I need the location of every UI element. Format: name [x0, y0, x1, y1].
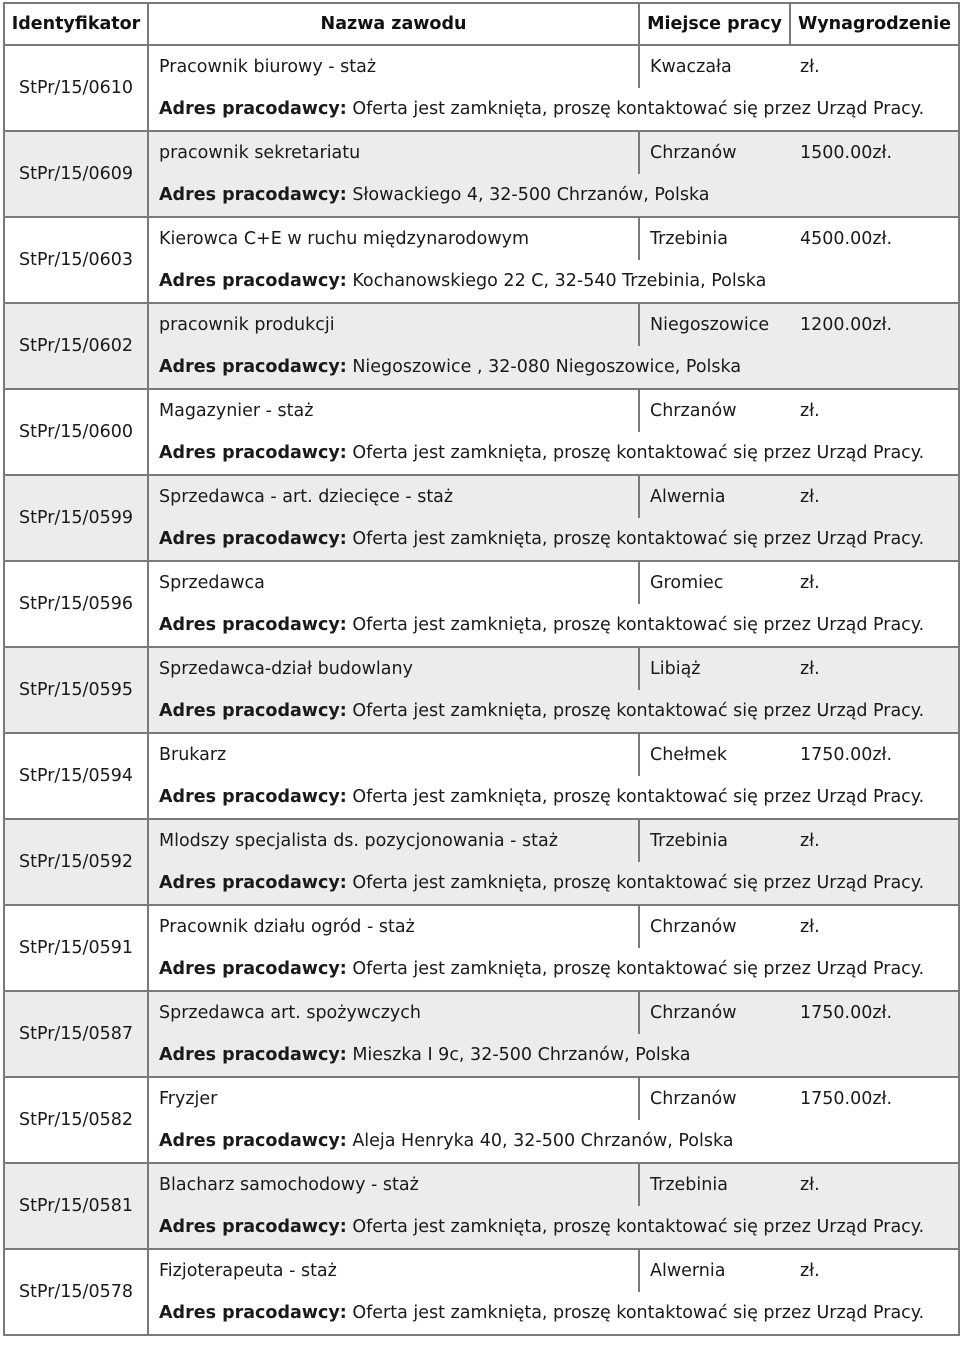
offer-id: StPr/15/0587: [4, 991, 148, 1077]
table-row: [4, 131, 959, 174]
table-row: [4, 1077, 959, 1120]
header-job: Nazwa zawodu: [148, 3, 639, 45]
work-place: Trzebinia: [639, 217, 790, 260]
offer-id: StPr/15/0600: [4, 389, 148, 475]
table-row: [4, 1163, 959, 1206]
table-row: [4, 1249, 959, 1292]
address-label: Adres pracodawcy:: [159, 1131, 347, 1151]
employer-address-cell: [148, 1120, 959, 1163]
employer-address-cell: [148, 260, 959, 303]
employer-address-cell: [148, 88, 959, 131]
table-row: [4, 647, 959, 690]
offer-id: StPr/15/0592: [4, 819, 148, 905]
job-name: Pracownik działu ogród - staż: [148, 905, 639, 948]
work-place: Chrzanów: [639, 1077, 790, 1120]
work-place: Libiąż: [639, 647, 790, 690]
employer-address: Oferta jest zamknięta, proszę kontaktować się przez Urząd Pracy.: [352, 1303, 925, 1323]
table-row: [4, 561, 959, 604]
work-place: Trzebinia: [639, 819, 790, 862]
address-label: Adres pracodawcy:: [159, 787, 347, 807]
work-place: Trzebinia: [639, 1163, 790, 1206]
table-row: [4, 45, 959, 88]
work-place: Kwaczała: [639, 45, 790, 88]
address-label: Adres pracodawcy:: [159, 271, 347, 291]
address-label: Adres pracodawcy:: [159, 959, 347, 979]
salary: 1750.00zł.: [790, 991, 959, 1034]
table-body: [4, 45, 959, 1335]
work-place: Alwernia: [639, 1249, 790, 1292]
employer-address-cell: [148, 432, 959, 475]
table-row-address: [4, 518, 959, 561]
job-name: pracownik sekretariatu: [148, 131, 639, 174]
work-place: Chrzanów: [639, 389, 790, 432]
employer-address-cell: [148, 604, 959, 647]
employer-address-cell: [148, 518, 959, 561]
address-label: Adres pracodawcy:: [159, 1217, 347, 1237]
employer-address-cell: [148, 346, 959, 389]
header-id: Identyfikator: [4, 3, 148, 45]
work-place: Gromiec: [639, 561, 790, 604]
header-pay: Wynagrodzenie: [790, 3, 959, 45]
salary: zł.: [790, 1249, 959, 1292]
job-name: Sprzedawca - art. dziecięce - staż: [148, 475, 639, 518]
table-row-address: [4, 260, 959, 303]
table-row-address: [4, 690, 959, 733]
table-row: [4, 819, 959, 862]
salary: zł.: [790, 819, 959, 862]
salary: 4500.00zł.: [790, 217, 959, 260]
offer-id: StPr/15/0582: [4, 1077, 148, 1163]
table-row-address: [4, 948, 959, 991]
address-label: Adres pracodawcy:: [159, 1303, 347, 1323]
employer-address: Oferta jest zamknięta, proszę kontaktować się przez Urząd Pracy.: [352, 99, 925, 119]
address-label: Adres pracodawcy:: [159, 873, 347, 893]
job-name: Magazynier - staż: [148, 389, 639, 432]
offer-id: StPr/15/0578: [4, 1249, 148, 1335]
table-row-address: [4, 604, 959, 647]
table-row: [4, 389, 959, 432]
salary: zł.: [790, 475, 959, 518]
offer-id: StPr/15/0594: [4, 733, 148, 819]
work-place: Alwernia: [639, 475, 790, 518]
header-row: [4, 3, 959, 45]
work-place: Chrzanów: [639, 905, 790, 948]
offer-id: StPr/15/0603: [4, 217, 148, 303]
job-name: Pracownik biurowy - staż: [148, 45, 639, 88]
header-place: Miejsce pracy: [639, 3, 790, 45]
job-name: Sprzedawca-dział budowlany: [148, 647, 639, 690]
employer-address-cell: [148, 776, 959, 819]
table-row-address: [4, 174, 959, 217]
table-row-address: [4, 346, 959, 389]
salary: 1750.00zł.: [790, 1077, 959, 1120]
employer-address: Mieszka I 9c, 32-500 Chrzanów, Polska: [352, 1045, 691, 1065]
employer-address-cell: [148, 862, 959, 905]
employer-address-cell: [148, 948, 959, 991]
offer-id: StPr/15/0591: [4, 905, 148, 991]
table-row: [4, 475, 959, 518]
salary: 1200.00zł.: [790, 303, 959, 346]
salary: zł.: [790, 647, 959, 690]
work-place: Chełmek: [639, 733, 790, 776]
employer-address-cell: [148, 174, 959, 217]
job-name: Sprzedawca: [148, 561, 639, 604]
employer-address: Niegoszowice , 32-080 Niegoszowice, Polska: [352, 357, 742, 377]
employer-address: Oferta jest zamknięta, proszę kontaktować się przez Urząd Pracy.: [352, 443, 925, 463]
job-name: Kierowca C+E w ruchu międzynarodowym: [148, 217, 639, 260]
salary: 1750.00zł.: [790, 733, 959, 776]
salary: zł.: [790, 389, 959, 432]
address-label: Adres pracodawcy:: [159, 443, 347, 463]
job-name: pracownik produkcji: [148, 303, 639, 346]
work-place: Niegoszowice: [639, 303, 790, 346]
employer-address: Oferta jest zamknięta, proszę kontaktować się przez Urząd Pracy.: [352, 615, 925, 635]
offer-id: StPr/15/0602: [4, 303, 148, 389]
employer-address: Oferta jest zamknięta, proszę kontaktować się przez Urząd Pracy.: [352, 1217, 925, 1237]
table-row: [4, 217, 959, 260]
employer-address: Oferta jest zamknięta, proszę kontaktować się przez Urząd Pracy.: [352, 873, 925, 893]
table-row-address: [4, 776, 959, 819]
employer-address: Aleja Henryka 40, 32-500 Chrzanów, Polska: [352, 1131, 734, 1151]
table-row-address: [4, 1034, 959, 1077]
table-row-address: [4, 1120, 959, 1163]
work-place: Chrzanów: [639, 991, 790, 1034]
job-name: Blacharz samochodowy - staż: [148, 1163, 639, 1206]
table-row: [4, 991, 959, 1034]
address-label: Adres pracodawcy:: [159, 185, 347, 205]
address-label: Adres pracodawcy:: [159, 529, 347, 549]
employer-address: Kochanowskiego 22 C, 32-540 Trzebinia, Polska: [352, 271, 767, 291]
employer-address: Oferta jest zamknięta, proszę kontaktować się przez Urząd Pracy.: [352, 787, 925, 807]
employer-address: Oferta jest zamknięta, proszę kontaktować się przez Urząd Pracy.: [352, 959, 925, 979]
job-offers-table: [3, 2, 960, 1336]
employer-address-cell: [148, 1292, 959, 1335]
offer-id: StPr/15/0610: [4, 45, 148, 131]
table-row: [4, 905, 959, 948]
address-label: Adres pracodawcy:: [159, 701, 347, 721]
job-name: Fryzjer: [148, 1077, 639, 1120]
address-label: Adres pracodawcy:: [159, 1045, 347, 1065]
table-row-address: [4, 1206, 959, 1249]
employer-address: Słowackiego 4, 32-500 Chrzanów, Polska: [352, 185, 710, 205]
offer-id: StPr/15/0595: [4, 647, 148, 733]
table-row: [4, 733, 959, 776]
work-place: Chrzanów: [639, 131, 790, 174]
salary: zł.: [790, 905, 959, 948]
employer-address: Oferta jest zamknięta, proszę kontaktować się przez Urząd Pracy.: [352, 701, 925, 721]
address-label: Adres pracodawcy:: [159, 357, 347, 377]
table-row-address: [4, 432, 959, 475]
offer-id: StPr/15/0599: [4, 475, 148, 561]
offer-id: StPr/15/0609: [4, 131, 148, 217]
employer-address: Oferta jest zamknięta, proszę kontaktować się przez Urząd Pracy.: [352, 529, 925, 549]
table-row-address: [4, 1292, 959, 1335]
employer-address-cell: [148, 690, 959, 733]
job-name: Mlodszy specjalista ds. pozycjonowania - staż: [148, 819, 639, 862]
table-row: [4, 303, 959, 346]
table-row-address: [4, 862, 959, 905]
salary: zł.: [790, 1163, 959, 1206]
employer-address-cell: [148, 1206, 959, 1249]
employer-address-cell: [148, 1034, 959, 1077]
address-label: Adres pracodawcy:: [159, 99, 347, 119]
job-name: Sprzedawca art. spożywczych: [148, 991, 639, 1034]
address-label: Adres pracodawcy:: [159, 615, 347, 635]
salary: zł.: [790, 561, 959, 604]
salary: 1500.00zł.: [790, 131, 959, 174]
job-name: Brukarz: [148, 733, 639, 776]
job-name: Fizjoterapeuta - staż: [148, 1249, 639, 1292]
salary: zł.: [790, 45, 959, 88]
table-row-address: [4, 88, 959, 131]
offer-id: StPr/15/0581: [4, 1163, 148, 1249]
offer-id: StPr/15/0596: [4, 561, 148, 647]
